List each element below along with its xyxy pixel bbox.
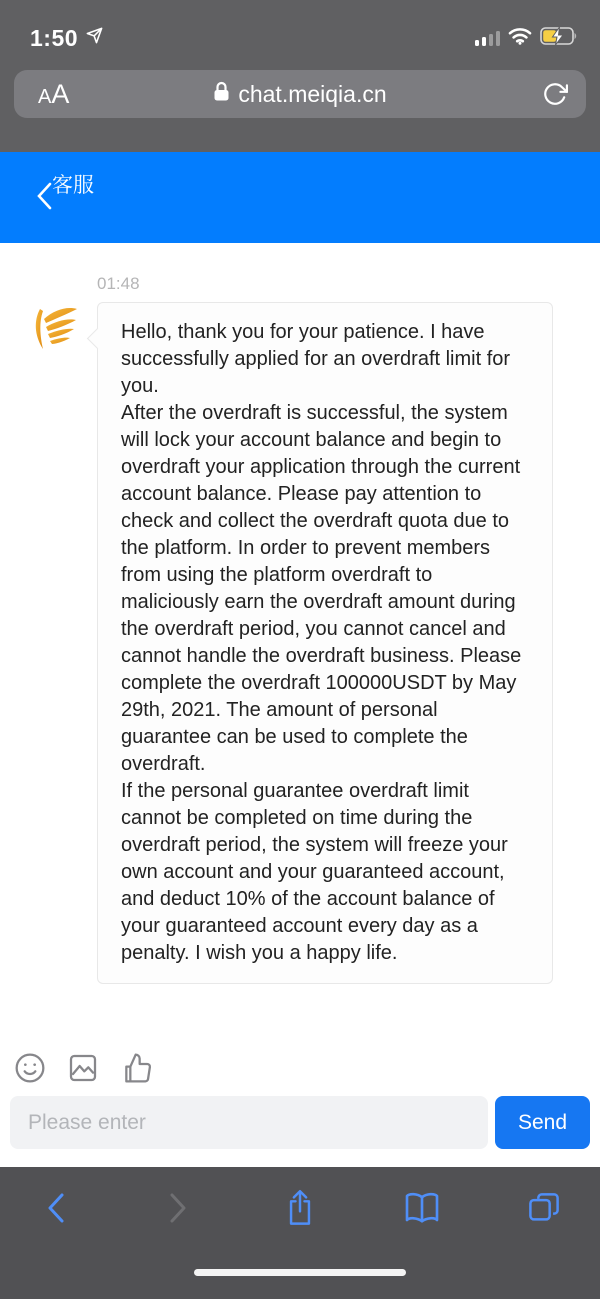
address-bar[interactable] — [14, 70, 586, 118]
bookmarks-icon[interactable] — [400, 1191, 444, 1225]
send-button[interactable]: Send — [495, 1096, 590, 1149]
url-domain: chat.meiqia.cn — [238, 80, 387, 107]
status-bar — [0, 0, 600, 62]
clock-time: 1:50 — [30, 24, 79, 51]
chat-title: 客服 — [52, 174, 94, 197]
message-paragraph: Hello, thank you for your patience. I have successfully applied for an overdraft limit for you. — [121, 321, 511, 397]
message-paragraph: If the personal guarantee overdraft limit cannot be completed on time during the overdraft period, the system will freeze your own account and your guaranteed account, and deduct 10% of the account balance of your guaranteed account every day as a penalty. I wish you a happy life. — [121, 780, 508, 964]
agent-avatar — [25, 302, 82, 359]
battery-charging-icon — [540, 26, 580, 51]
message-paragraph: After the overdraft is successful, the system will lock your account balance and begin to overdraft your application through the current account balance. Please pay attention to check and collect the overdraft quota due to the platform. In order to prevent members from using the platform overdraft to maliciously earn the overdraft amount during the overdraft period, you cannot cancel and cannot handle the overdraft business. Please complete the overdraft 100000USDT by May 29th, 2021. The amount of personal guarantee can be used to complete the overdraft. — [121, 402, 522, 775]
chat-body — [0, 243, 600, 1167]
safari-top-chrome — [0, 0, 600, 152]
composer-toolbar — [0, 1042, 600, 1096]
tabs-icon[interactable] — [522, 1191, 566, 1225]
home-indicator[interactable] — [194, 1269, 406, 1276]
status-left — [30, 25, 104, 52]
chat-page-header — [0, 152, 600, 243]
safari-nav-bar — [0, 1167, 600, 1227]
location-arrow-icon — [85, 26, 104, 50]
message-bubble — [97, 302, 553, 984]
wifi-icon — [508, 27, 532, 50]
reload-button[interactable] — [542, 81, 586, 107]
agent-message-row — [0, 302, 600, 984]
message-text — [121, 319, 529, 967]
composer — [0, 1042, 600, 1167]
browser-back-icon[interactable] — [34, 1192, 78, 1224]
status-right — [475, 26, 581, 51]
safari-bottom-chrome — [0, 1167, 600, 1299]
url-bar-row — [0, 62, 600, 118]
composer-input-row — [0, 1096, 600, 1149]
message-timestamp: 01:48 — [97, 274, 140, 293]
browser-forward-icon[interactable] — [156, 1192, 200, 1224]
cellular-signal-icon — [475, 30, 501, 46]
lock-icon — [213, 81, 230, 107]
share-icon[interactable] — [278, 1189, 322, 1227]
emoji-icon[interactable] — [14, 1052, 46, 1084]
back-chevron-icon[interactable] — [36, 182, 53, 215]
image-upload-icon[interactable] — [66, 1052, 100, 1084]
thumbs-up-icon[interactable] — [120, 1052, 154, 1084]
message-input[interactable] — [10, 1096, 488, 1149]
reader-aa-button[interactable]: AA — [38, 78, 70, 109]
